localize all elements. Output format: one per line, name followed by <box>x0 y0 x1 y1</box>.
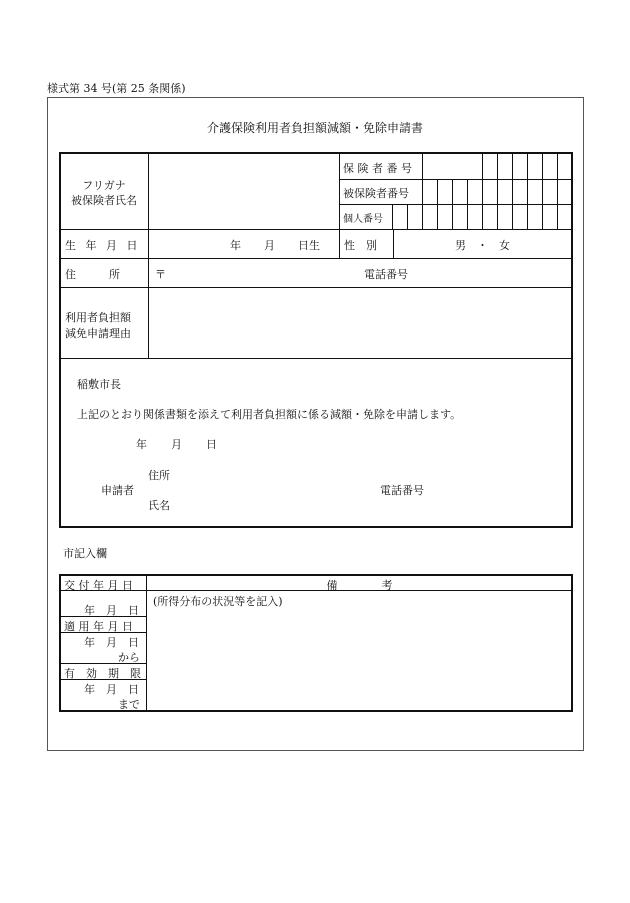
insurer-number-label: 保 険 者 番 号 <box>343 162 412 175</box>
postal-mark: 〒 <box>155 268 166 281</box>
apply-ymd-label: 年 月 日 <box>84 636 139 649</box>
birthdate-day: 日生 <box>298 239 320 252</box>
from-label: から <box>118 651 140 664</box>
birthdate-year: 年 <box>230 239 241 252</box>
remarks-field[interactable] <box>147 608 572 711</box>
issue-date-label: 交 付 年 月 日 <box>64 579 133 592</box>
reason-label-line2: 減免申請理由 <box>65 327 131 340</box>
declaration-statement: 上記のとおり関係書類を添えて利用者負担額に係る減額・免除を申請します。 <box>77 408 462 421</box>
applicant-label: 申請者 <box>101 484 134 497</box>
until-label: まで <box>118 698 140 711</box>
reason-label-line1: 利用者負担額 <box>65 311 131 324</box>
addressee: 稲敷市長 <box>77 378 121 391</box>
applicant-phone-label: 電話番号 <box>380 484 424 497</box>
insured-name-field[interactable] <box>149 153 339 229</box>
birthdate-month: 月 <box>264 239 275 252</box>
reason-field[interactable] <box>149 288 572 358</box>
declaration-year: 年 <box>136 438 147 451</box>
declaration-day: 日 <box>206 438 217 451</box>
sex-options[interactable]: 男 ・ 女 <box>455 239 510 252</box>
form-number: 様式第 34 号(第 25 条関係) <box>47 82 186 95</box>
city-section-heading: 市記入欄 <box>63 547 107 560</box>
phone-label: 電話番号 <box>364 268 408 281</box>
insured-name-label: 被保険者氏名 <box>71 194 137 207</box>
birthdate-label: 生 年 月 日 <box>65 239 141 252</box>
address-label: 住 所 <box>65 268 120 281</box>
sex-label: 性 別 <box>344 239 377 252</box>
furigana-label: フリガナ <box>82 179 126 192</box>
remarks-header: 備 考 <box>326 579 393 592</box>
form-title: 介護保険利用者負担額減額・免除申請書 <box>206 121 423 135</box>
address-field[interactable] <box>170 260 350 286</box>
insured-number-label: 被保険者番号 <box>343 187 409 200</box>
declaration-month: 月 <box>171 438 182 451</box>
personal-number-label: 個人番号 <box>343 214 383 225</box>
valid-period-label: 有 効 期 限 <box>64 667 141 680</box>
apply-date-label: 適 用 年 月 日 <box>64 620 133 633</box>
valid-ymd-label: 年 月 日 <box>84 683 139 696</box>
issue-ymd-label: 年 月 日 <box>84 604 139 617</box>
applicant-address-label: 住所 <box>148 469 170 482</box>
remarks-note: (所得分布の状況等を記入) <box>153 595 283 608</box>
applicant-name-label: 氏名 <box>148 499 170 512</box>
